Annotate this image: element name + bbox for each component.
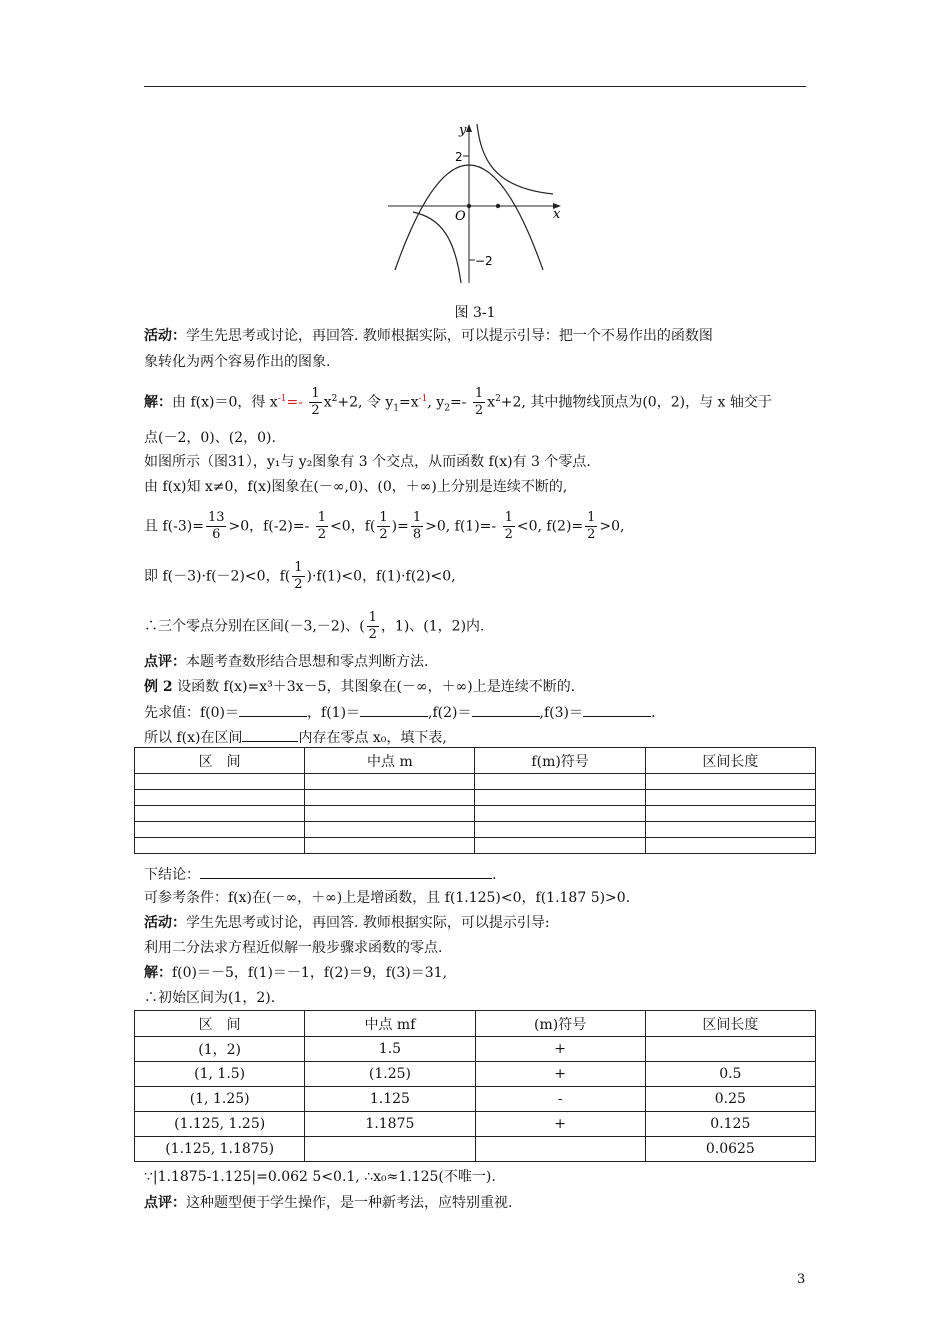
example2-line2: 先求值：f(0)＝ ，f(1)＝ ,f(2)＝ ,f(3)＝ .: [144, 702, 655, 723]
solution1-line5: 且 f(-3)= $\frac{13}{6}$ >0，f(-2)=- $\frac{1}{2}$ <0，f( $\frac{1}{2}$ )= $\frac{1}{8}$ >0, f(1)=- $\frac{1}{2}$ <0, f(2)= $\frac{1}{2}$ >0,: [144, 510, 625, 542]
hyperbola-left-branch: [413, 212, 461, 283]
table1-header: 区间长度: [645, 748, 815, 774]
table-row: [135, 822, 816, 838]
bisection-table: [134, 1010, 816, 1162]
activity2-line1: 活动：学生先思考或讨论，再回答. 教师根据实际，可以提示引导:: [144, 915, 550, 931]
tick-label-bottom: −2: [475, 254, 493, 268]
reference-condition: 可参考条件：f(x)在(－∞，＋∞)上是增函数，且 f(1.125)<0，f(1.187 5)>0.: [144, 890, 631, 906]
table-row: [135, 838, 816, 854]
table-row: [135, 806, 816, 822]
example2-line3: 所以 f(x)在区间 内存在零点 x₀，填下表,: [144, 727, 447, 748]
origin-label: O: [455, 209, 466, 224]
table1-header: 中点 m: [305, 748, 475, 774]
zero-point: [496, 204, 500, 208]
table-row: (1, 1.5) (1.25) + 0.5: [135, 1062, 816, 1087]
y-axis-label: y: [459, 123, 467, 138]
fraction-half: $\frac{1}{2}$: [474, 386, 484, 418]
activity2-line2: 利用二分法求方程近似解一般步骤求函数的零点.: [144, 940, 443, 956]
table-row: [135, 774, 816, 790]
conclusion-line: 下结论： .: [144, 864, 496, 885]
page-number: 3: [797, 1272, 806, 1287]
table-row: (1, 1.25) 1.125 - 0.25: [135, 1087, 816, 1112]
activity1-line1: 活动：学生先思考或讨论，再回答. 教师根据实际，可以提示引导：把一个不易作出的函数图: [144, 328, 713, 344]
y-axis-arrow: [466, 124, 472, 132]
origin-point: [467, 204, 471, 208]
solution1-line4: 由 f(x)知 x≠0，f(x)图象在(－∞,0)、(0，＋∞)上分别是连续不断的,: [144, 479, 568, 495]
function-graph-figure: [383, 118, 573, 288]
solution1-line1: 解：由 f(x)＝0，得 $x^{-1}=-$ $\frac{1}{2}$ $x^2+2$, 令 $y_1=x^{-1}$, $y_2=-$ $\frac{1}{2}$ $x^2+2$, 其中抛物线顶点为(0，2)，与 x 轴交于: [144, 386, 772, 418]
because-line: ∵|1.1875-1.125|=0.062 5<0.1, ∴x₀≈1.125(不唯一).: [144, 1169, 496, 1185]
table1-header: 区 间: [135, 748, 305, 774]
header-rule: [144, 86, 806, 87]
table-row: (1.125, 1.1875) 0.0625: [135, 1137, 816, 1162]
table2-header: 区 间: [135, 1011, 305, 1037]
example2-line1: 例 2 设函数 f(x)=x³＋3x－5，其图象在(－∞，＋∞)上是连续不断的.: [144, 679, 576, 695]
solution2-line1: 解：f(0)＝－5，f(1)＝－1，f(2)＝9，f(3)＝31,: [144, 965, 448, 981]
fraction-half: $\frac{1}{2}$: [311, 386, 320, 418]
solution1-line2: 点(－2，0)、(2，0).: [144, 430, 276, 446]
review1: 点评：本题考查数形结合思想和零点判断方法.: [144, 654, 429, 670]
solution2-line2: ∴初始区间为(1，2).: [144, 990, 276, 1006]
table2-header: 区间长度: [645, 1011, 815, 1037]
table2-header: (m)符号: [475, 1011, 645, 1037]
solution1-line6: 即 f(－3)·f(－2)<0，f( $\frac{1}{2}$ )·f(1)<0，f(1)·f(2)<0,: [144, 560, 456, 592]
table-row: (1.125, 1.25) 1.1875 + 0.125: [135, 1112, 816, 1137]
table1-header: f(m)符号: [475, 748, 645, 774]
solution1-line7: ∴三个零点分别在区间(－3,－2)、( $\frac{1}{2}$ ，1)、(1，2)内.: [144, 610, 485, 642]
table-row: (1，2) 1.5 +: [135, 1037, 816, 1062]
x-axis-label: x: [553, 207, 561, 222]
solution1-line3: 如图所示（图31），y₁与 y₂图象有 3 个交点，从而函数 f(x)有 3 个零点.: [144, 454, 591, 470]
tick-label-top: 2: [455, 150, 463, 164]
table-row: [135, 790, 816, 806]
table2-header: 中点 mf: [305, 1011, 475, 1037]
figure-caption: 图 3-1: [454, 305, 496, 321]
activity1-line2: 象转化为两个容易作出的图象.: [144, 354, 331, 370]
review2: 点评：这种题型便于学生操作，是一种新考法，应特别重视.: [144, 1195, 513, 1211]
hyperbola-right-branch: [477, 124, 553, 194]
empty-bisection-table: [134, 747, 816, 854]
